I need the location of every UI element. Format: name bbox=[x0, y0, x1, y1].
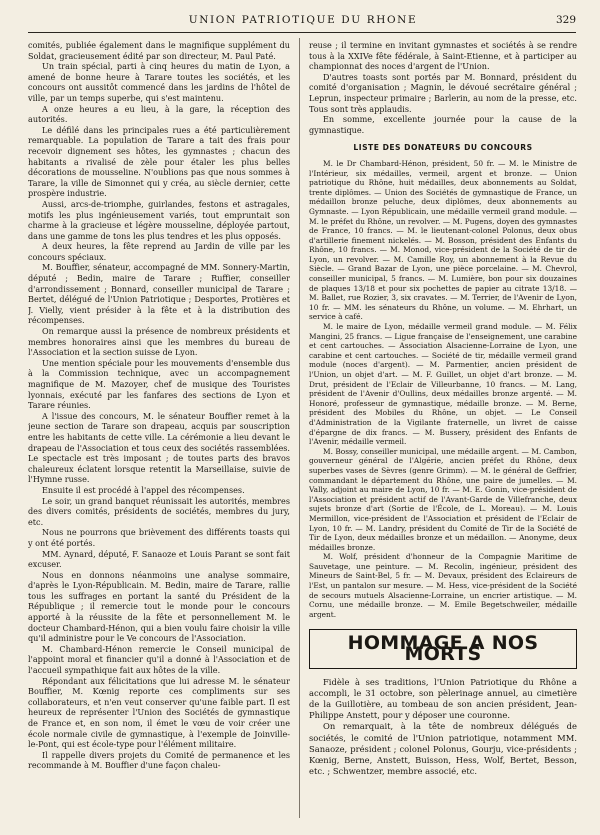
paragraph: Fidèle à ses traditions, l'Union Patriotique du Rhône a accompli, le 31 octobre, son pèlerinage annuel, au cimetière de la Guillotière, au tombeau de son ancien président, Jean-Philippe Anstett, pour y déposer une couronne. bbox=[309, 676, 577, 721]
paragraph: Aussi, arcs-de-triomphe, guirlandes, festons et astragales, motifs les plus ingénieusement variés, tout empruntait son charme à la gracieuse et légère mousseline, déployée partout, dans une gamme de tons les plus tendres et les plus opposés. bbox=[28, 198, 290, 241]
paragraph: D'autres toasts sont portés par M. Bonnard, président du comité d'organisation ; Magnin, le dévoué secrétaire général ; Leprun, inspecteur primaire ; Barlerin, au nom de la presse, etc. Tous sont très applaudis. bbox=[309, 71, 577, 114]
donor-paragraph: M. Bossy, conseiller municipal, une médaille argent. — M. Cambon, gouverneur général de l'Algérie, ancien préfet du Rhône, deux superbes vases de Sèvres (genre Grimm). — M. le général de Geffrier, commandant le département du Rhône, une paire de jumelles. — M. Vally, adjoint au maire de Lyon, 10 fr. — M. E. Gonin, vice-président de l'Association et président actif de l'Avant-Garde de Villefranche, deux sujets bronze d'art (Sortie de l'École, de L. Moreau). — M. Louis Mermillon, vice-président de l'Association et président de l'Eclair de Lyon, 10 fr. — M. Landry, président du Comité de Tir de la Société de Tir de Lyon, deux médailles bronze et un médaillon. — Anonyme, deux médailles bronze. bbox=[309, 446, 577, 552]
donors-list bbox=[309, 159, 577, 620]
paragraph: Un train spécial, parti à cinq heures du matin de Lyon, a amené de bonne heure à Tarare toutes les sociétés, et les concours ont aussitôt commencé dans les jardins de l'hôtel de ville, par un temps superbe, qui s'est maintenu. bbox=[28, 61, 290, 103]
journal-title: UNION PATRIOTIQUE DU RHONE bbox=[188, 14, 418, 26]
left-column bbox=[28, 40, 290, 820]
paragraph: Nous ne pourrons que brièvement des différents toasts qui y ont été portés. bbox=[28, 527, 290, 548]
header-rule bbox=[28, 32, 576, 33]
paragraph: On remarquait, à la tête de nombreux délégués de sociétés, le comité de l'Union patriotique, notamment MM. Sanaoze, président ; colonel Polonus, Gourju, vice-présidents ; Kœnig, Berne, Anstett, Buisson, Hess, Wolf, Bertet, Besson, etc. ; Schwentzer, membre associé, etc. bbox=[309, 721, 577, 777]
paragraph: MM. Aynard, député, F. Sanaoze et Louis Parant se sont fait excuser. bbox=[28, 548, 290, 570]
donor-paragraph: M. Wolf, président d'honneur de la Compagnie Maritime de Sauvetage, une peinture. — M. Recolin, ingénieur, président des Mineurs de Saint-Bel, 5 fr. — M. Devaux, président des Eclaireurs de l'Est, un pantalon sur mesure. — M. Hess, vice-président de la Société de secours mutuels Alsacienne-Lorraine, un encrier artistique. — M. Cornu, une médaille bronze. — M. Emile Begetschweiler, médaille argent. bbox=[309, 552, 577, 619]
paragraph: M. Chambard-Hénon remercie le Conseil municipal de l'appoint moral et financier qu'il a donné à l'Association et de l'accueil sympathique fait aux hôtes de la ville. bbox=[28, 643, 290, 676]
paragraph: Le soir, un grand banquet réunissait les autorités, membres des divers comités, présidents de sociétés, membres du jury, etc. bbox=[28, 495, 290, 527]
paragraph: comités, publiée également dans le magnifique supplément du Soldat, gracieusement édité par son directeur, M. Paul Paté. bbox=[28, 40, 290, 61]
donor-paragraph: M. le maire de Lyon, médaille vermeil grand module. — M. Félix Mangini, 25 francs. — Ligue française de l'enseignement, une carabine et cent cartouches. — Association Alsacienne-Lorraine de Lyon, une carabine et cent cartouches. — Société de tir, médaille vermeil grand module (noces d'argent). — M. Parmentier, ancien président de l'Union, un objet d'art. — M. F. Guillet, un objet d'art bronze. — M. Drut, président de l'Eclair de Villeurbanne, 10 francs. — M. Lang, président de l'Avenir d'Oullins, deux médailles bronze argenté. — M. Honoré, professeur de gymnastique, médaille bronze. — M. Berne, président des Mobiles du Rhône, un objet. — Le Conseil d'Administration de la Vigilante fraternelle, un livret de caisse d'épargne de dix francs. — M. Bussery, président des Enfants de l'Avenir, médaille vermeil. bbox=[309, 322, 577, 447]
paragraph: Le défilé dans les principales rues a été particulièrement remarquable. La population de Tarare a tait des frais pour recevoir dignement ses hôtes, les gymnastes ; chacun des habitants a rivalisé de zèle pour étaler les plus belles décorations de mousseline. N'oublions pas que nous sommes à Tarare, la ville de Simonnet qui y créa, au siècle dernier, cette prospère industrie. bbox=[28, 124, 290, 199]
paragraph: On remarque aussi la présence de nombreux présidents et membres honoraires ainsi que les membres du bureau de l'Association et la section suisse de Lyon. bbox=[28, 326, 290, 358]
paragraph: Une mention spéciale pour les mouvements d'ensemble dus à la Commission technique, avec un accompagnement magnifique de M. Mazoyer, chef de musique des Touristes lyonnais, exécuté par les fanfares des sections de Lyon et Tarare réunies. bbox=[28, 357, 290, 411]
column-separator bbox=[299, 38, 300, 818]
memorial-article bbox=[309, 677, 577, 778]
paragraph: Il rappelle divers projets du Comité de permanence et les recommande à M. Bouffier d'une façon chaleu- bbox=[28, 749, 290, 771]
paragraph: A l'issue des concours, M. le sénateur Bouffier remet à la jeune section de Tarare son drapeau, acquis par souscription entre les habitants de cette ville. La cérémonie a lieu devant le drapeau de l'Association et tous ceux des sociétés rassemblées. Le spectacle est très imposant ; de toutes parts des bravos chaleureux éclatent lorsque retentit la Marseillaise, suivie de l'Hymne russe. bbox=[28, 410, 290, 485]
paragraph: M. Bouffier, sénateur, accompagné de MM. Sonnery-Martin, député ; Bedin, maire de Tarare ; Ruffier, conseiller d'arrondissement ; Bonnard, conseiller municipal de Tarare ; Bertet, délégué de l'Union Patriotique ; Desportes, Protières et J. Vielly, vient présider à la fête et à la distribution des récompenses. bbox=[28, 262, 290, 326]
paragraph: Ensuite il est procédé à l'appel des récompenses. bbox=[42, 484, 245, 495]
right-column bbox=[309, 40, 577, 820]
paragraph: A deux heures, la fête reprend au Jardin de ville par les concours spéciaux. bbox=[28, 241, 290, 262]
donor-paragraph: M. le Dr Chambard-Hénon, président, 50 fr. — M. le Ministre de l'Intérieur, six médailles, vermeil, argent et bronze. — Union patriotique du Rhône, huit médailles, deux abonnements au Soldat, trente diplômes. — Union des Sociétés de gymnastique de France, un médaillon bronze peluche, deux diplômes, deux abonnements au Gymnaste. — Lyon Républicain, une médaille vermeil grand module. — M. le préfet du Rhône, un revolver. — M. Pugens, doyen des gymnastes de France, 10 francs. — M. le lieutenant-colonel Polonus, deux obus d'artillerie finement nickelés. — M. Bosson, président des Enfants du Rhône, 10 francs. — M. Monod, vice-président de la Société de tir de Lyon, un revolver. — M. Camille Roy, un abonnement à la Revue du Siècle. — Grand Bazar de Lyon, une pièce porcelaine. — M. Chevrol, conseiller municipal, 5 francs. — M. Lumière, bon pour six douzaines de plaques 13/18 et pour six pochettes de papier au citrate 13/18. — M. Ballet, rue Rozier, 3, six cravates. — M. Terrier, de l'Avenir de Lyon, 10 fr. — MM. les sénateurs du Rhône, un volume. — M. Ehrhart, un service à café. bbox=[309, 158, 577, 322]
paragraph: A onze heures a eu lieu, à la gare, la réception des autorités. bbox=[28, 103, 290, 125]
paragraph: Nous en donnons néanmoins une analyse sommaire, d'après le Lyon-Républicain. M. Bedin, maire de Tarare, rallie tous les suffrages en portant la santé du Président de la République ; il remercie tout le monde pour le concours apporté à la réussite de la fête et personnellement M. le docteur Chambard-Hénon, qui a bien voulu faire choisir la ville qu'il administre pour le Ve concours de l'Association. bbox=[28, 569, 290, 644]
paragraph: reuse ; il termine en invitant gymnastes et sociétés à se rendre tous à la XXIVe fête fédérale, à Saint-Etienne, et à participer au championnat des noces d'argent de l'Union. bbox=[309, 40, 577, 72]
paragraph: En somme, excellente journée pour la cause de la gymnastique. bbox=[309, 114, 577, 135]
page-number: 329 bbox=[555, 14, 576, 26]
paragraph: Répondant aux félicitations que lui adresse M. le sénateur Bouffier, M. Kœnig reporte ces compliments sur ses collaborateurs, et n'en veut conserver qu'une faible part. Il est heureux de représenter l'Union des Sociétés de gymnastique de France et, en son nom, il émet le vœu de voir créer une école normale civile de gymnastique, à l'exemple de Joinville-le-Pont, qui est école-type pour l'élément militaire. bbox=[28, 675, 290, 750]
running-head bbox=[30, 14, 576, 30]
donors-heading: LISTE DES DONATEURS DU CONCOURS bbox=[353, 143, 533, 153]
memorial-title-box: HOMMAGE A NOS MORTS bbox=[309, 629, 577, 668]
